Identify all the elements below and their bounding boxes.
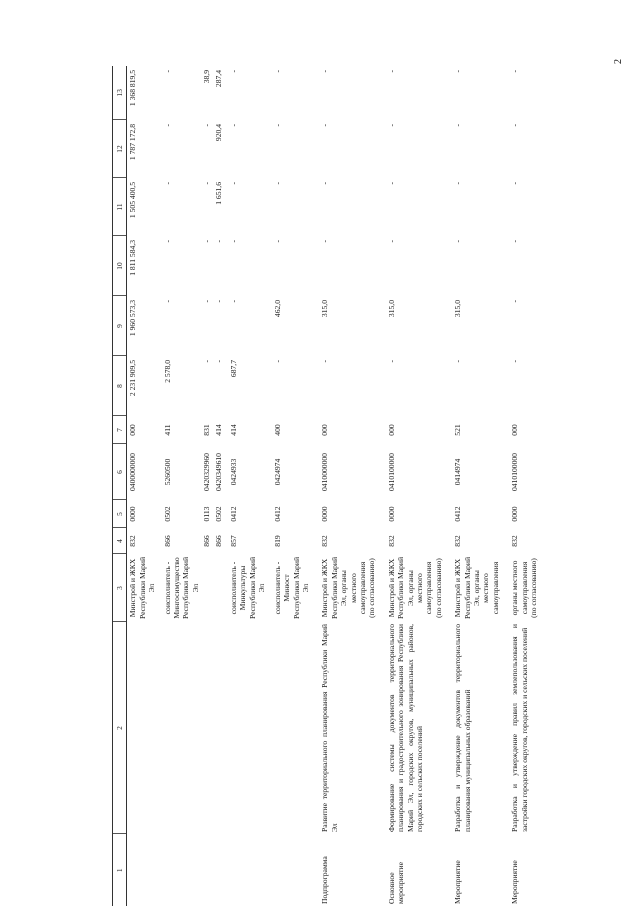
value-col-8: -	[386, 360, 396, 363]
row-type: Основное мероприятие	[386, 862, 406, 904]
value-col-11: 1 505 400,5	[128, 182, 138, 219]
target-article-code: 0420349610	[213, 453, 223, 491]
value-col-12: -	[320, 124, 330, 127]
col-num: 13	[113, 66, 127, 120]
value-col-13: -	[229, 70, 239, 73]
row-type	[268, 834, 312, 906]
expense-type-code: 000	[320, 424, 330, 436]
value-col-11: -	[453, 182, 463, 185]
grbs-code: 832	[453, 535, 463, 547]
executor: Минстрой и ЖКХ Республики Марий Эл	[128, 556, 157, 620]
table-row	[224, 66, 268, 906]
value-col-12: -	[272, 124, 282, 127]
section-code: 0412	[229, 506, 239, 522]
value-col-10: -	[510, 240, 520, 243]
col-num: 9	[113, 296, 127, 356]
value-col-12: -	[510, 124, 520, 127]
section-code: 0113	[202, 506, 212, 522]
section-code: 0000	[320, 506, 330, 522]
value-col-10: -	[162, 240, 172, 243]
row-type	[201, 834, 212, 906]
value-col-8: 687,7	[229, 360, 239, 378]
expense-type-code: 414	[213, 424, 223, 436]
expense-type-code: 400	[272, 424, 282, 436]
value-col-9: 1 960 573,3	[128, 300, 138, 337]
grbs-code: 832	[510, 535, 520, 547]
grbs-code: 866	[202, 535, 212, 547]
expense-type-code: 521	[453, 424, 463, 436]
expense-type-code: 831	[202, 424, 212, 436]
executor	[213, 554, 224, 622]
executor: Минстрой и ЖКХ Республики Марий Эл, органы местного самоуправления (по согласованию)	[320, 556, 377, 620]
table-row	[201, 66, 212, 906]
grbs-code: 832	[320, 535, 330, 547]
value-col-9: 315,0	[320, 300, 330, 318]
value-col-9: -	[162, 300, 172, 303]
value-col-9: 315,0	[453, 300, 463, 318]
value-col-8: 2 231 909,5	[128, 360, 138, 397]
target-article-code: 0410100000	[386, 453, 396, 491]
value-col-8: 2 578,0	[162, 360, 172, 383]
value-col-8: -	[320, 360, 330, 363]
col-num: 4	[113, 528, 127, 554]
value-col-9: -	[510, 300, 520, 303]
value-col-10: -	[202, 240, 212, 243]
value-col-9: -	[213, 300, 223, 303]
col-num: 11	[113, 178, 127, 236]
value-col-8: -	[510, 360, 520, 363]
row-description	[224, 622, 268, 834]
budget-table	[112, 66, 539, 906]
row-description: Разработка и утверждение документов территориального планирования муниципальных образований	[453, 624, 472, 832]
row-description: Разработка и утверждение правил землепользования и застройки городских округов, городских и сельских поселений	[510, 624, 529, 832]
value-col-9: -	[202, 300, 212, 303]
table-row	[378, 66, 444, 906]
value-col-10: -	[453, 240, 463, 243]
col-num: 6	[113, 444, 127, 500]
section-code: 0000	[128, 506, 138, 522]
value-col-13: 38,9	[202, 70, 212, 84]
col-num: 3	[113, 554, 127, 622]
target-article-code: 5260500	[162, 458, 172, 486]
expense-type-code: 000	[386, 424, 396, 436]
value-col-11: -	[229, 182, 239, 185]
value-col-8: -	[272, 360, 282, 363]
grbs-code: 866	[162, 535, 172, 547]
row-type	[213, 834, 224, 906]
executor: соисполнитель - Мингосимущество Республики Марий Эл	[162, 556, 200, 620]
row-description	[158, 622, 202, 834]
value-col-12: -	[162, 124, 172, 127]
section-code: 0000	[510, 506, 520, 522]
col-num: 1	[113, 834, 127, 906]
value-col-8: -	[453, 360, 463, 363]
value-col-12: -	[386, 124, 396, 127]
value-col-9: -	[229, 300, 239, 303]
value-col-9: 462,0	[272, 300, 282, 318]
value-col-13: -	[272, 70, 282, 73]
page-number: 2	[613, 59, 624, 64]
value-col-10: -	[320, 240, 330, 243]
executor: Минстрой и ЖКХ Республики Марий Эл, органы местного самоуправления (по согласованию)	[386, 556, 443, 620]
table-row	[213, 66, 224, 906]
value-col-13: -	[320, 70, 330, 73]
row-description	[268, 622, 312, 834]
value-col-10: -	[272, 240, 282, 243]
value-col-11: 1 651,6	[213, 182, 223, 205]
expense-type-code: 000	[510, 424, 520, 436]
target-article-code: 0420329960	[202, 453, 212, 491]
table-body	[113, 66, 540, 906]
value-col-13: 287,4	[213, 70, 223, 88]
col-num: 7	[113, 416, 127, 444]
value-col-12: -	[229, 124, 239, 127]
table-row	[127, 66, 158, 906]
value-col-10: 1 811 584,3	[128, 240, 138, 276]
section-code: 0412	[453, 506, 463, 522]
value-col-12: -	[453, 124, 463, 127]
value-col-11: -	[202, 182, 212, 185]
value-col-10: -	[229, 240, 239, 243]
value-col-11: -	[510, 182, 520, 185]
column-number-row	[113, 66, 127, 906]
table-row	[158, 66, 202, 906]
table-row	[311, 66, 377, 906]
row-type: Подпрограмма	[320, 856, 330, 904]
row-description: Развитие территориального планирования Республики Марий Эл	[320, 624, 339, 832]
value-col-10: -	[213, 240, 223, 243]
section-code: 0502	[162, 506, 172, 522]
grbs-code: 819	[272, 535, 282, 547]
value-col-12: -	[202, 124, 212, 127]
row-description: Формирование системы документов территориального планирования и градостроительного зонирования Республики Марий Эл, городских округов, муниципальных районов, городских и сельских поселений	[386, 624, 424, 832]
executor	[201, 554, 212, 622]
value-col-11: -	[272, 182, 282, 185]
grbs-code: 832	[128, 535, 138, 547]
section-code: 0502	[213, 506, 223, 522]
grbs-code: 832	[386, 535, 396, 547]
col-num: 10	[113, 236, 127, 296]
value-col-12: 920,4	[213, 124, 223, 142]
executor: соисполнитель - Минюст Республики Марий Эл	[272, 556, 310, 620]
row-type	[224, 834, 268, 906]
executor: Минстрой и ЖКХ Республики Марий Эл, органы местного самоуправления	[453, 556, 500, 620]
section-code: 0000	[386, 506, 396, 522]
col-num: 2	[113, 622, 127, 834]
value-col-8: -	[202, 360, 212, 363]
value-col-13: -	[453, 70, 463, 73]
value-col-10: -	[386, 240, 396, 243]
col-num: 12	[113, 120, 127, 178]
target-article-code: 0410000000	[320, 453, 330, 491]
row-description	[213, 622, 224, 834]
table-row	[501, 66, 539, 906]
row-type: Мероприятие	[510, 860, 520, 904]
value-col-13: -	[510, 70, 520, 73]
target-article-code: 0424974	[272, 458, 282, 486]
rotated-table-page	[112, 66, 632, 906]
target-article-code: 0414974	[453, 458, 463, 486]
value-col-13: 1 368 819,5	[128, 70, 138, 107]
row-type: Мероприятие	[453, 860, 463, 904]
grbs-code: 857	[229, 535, 239, 547]
row-description	[127, 622, 158, 834]
target-article-code: 0400000000	[128, 453, 138, 491]
expense-type-code: 414	[229, 424, 239, 436]
value-col-13: -	[162, 70, 172, 73]
target-article-code: 0424933	[229, 458, 239, 486]
value-col-12: 1 787 172,8	[128, 124, 138, 161]
row-description	[201, 622, 212, 834]
value-col-13: -	[386, 70, 396, 73]
executor: органы местного самоуправления (по согласованию)	[510, 558, 539, 618]
col-num: 5	[113, 500, 127, 528]
value-col-9: 315,0	[386, 300, 396, 318]
row-type	[158, 834, 202, 906]
value-col-11: -	[162, 182, 172, 185]
grbs-code: 866	[213, 535, 223, 547]
value-col-8: -	[213, 360, 223, 363]
expense-type-code: 411	[162, 424, 172, 436]
table-row	[444, 66, 501, 906]
executor: соисполнитель - Минкультуры Республики Марий Эл	[229, 556, 267, 620]
section-code: 0412	[272, 506, 282, 522]
target-article-code: 0410100000	[510, 453, 520, 491]
value-col-11: -	[320, 182, 330, 185]
value-col-11: -	[386, 182, 396, 185]
col-num: 8	[113, 356, 127, 416]
row-type	[127, 834, 158, 906]
table-row	[268, 66, 312, 906]
expense-type-code: 000	[128, 424, 138, 436]
